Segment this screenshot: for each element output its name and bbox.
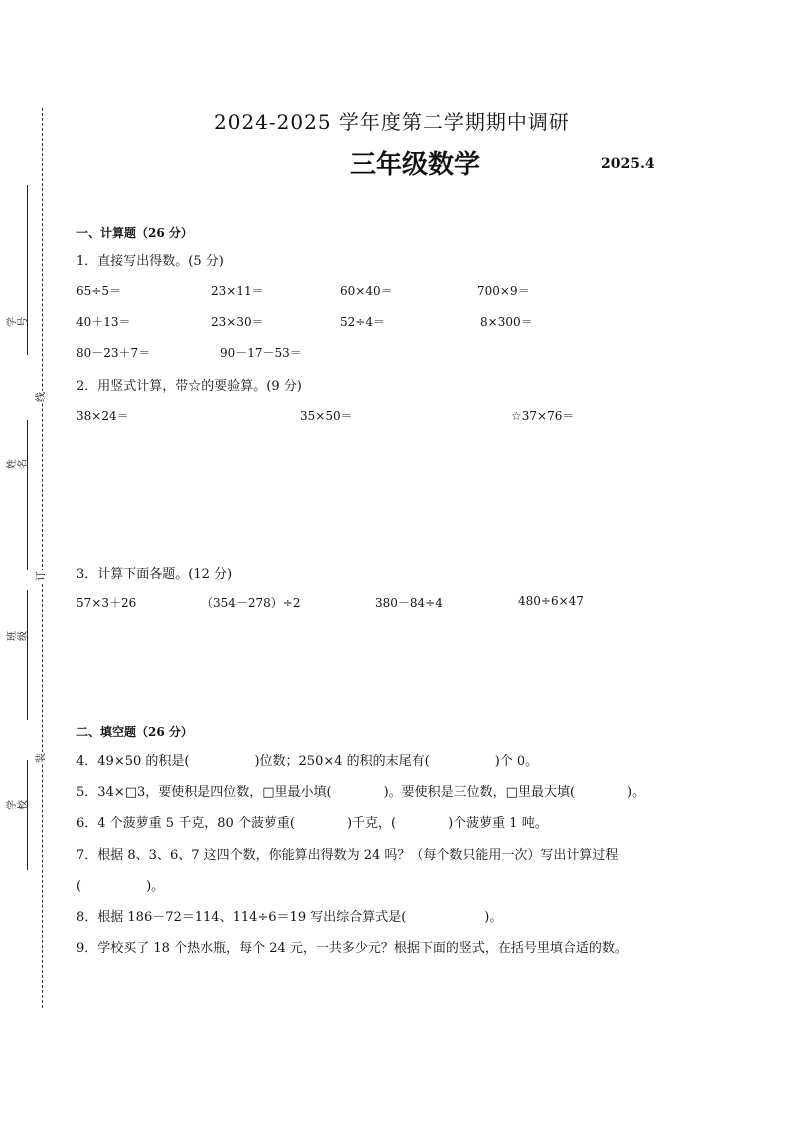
q1-item: 23×30＝: [211, 315, 264, 329]
q2-item: ☆37×76＝: [511, 409, 575, 423]
separator-zhuang: 装: [36, 753, 47, 763]
q1-item: 52÷4＝: [340, 315, 385, 329]
section2-heading: 二、填空题（26 分）: [76, 725, 193, 739]
binding-dashed-line: [42, 108, 43, 1008]
q1-item: 65÷5＝: [76, 284, 121, 298]
q3-item: 57×3＋26: [76, 596, 137, 610]
name-writing-line: [27, 420, 28, 570]
q4-line: 4．49×50 的积是( )位数；250×4 的积的末尾有( )个 0。: [76, 754, 539, 769]
student-id-writing-line: [27, 185, 28, 355]
q7-answer-line: ( )。: [76, 879, 165, 894]
q1-item: 90－17－53＝: [220, 346, 302, 360]
class-label: 班级: [7, 631, 29, 641]
q5-line: 5．34×□3，要使积是四位数，□里最小填( )。要使积是三位数，□里最大填( )。: [76, 785, 646, 800]
q1-title: 1．直接写出得数。(5 分): [76, 254, 224, 269]
q2-item: 38×24＝: [76, 409, 129, 423]
q1-item: 8×300＝: [480, 315, 533, 329]
q1-item: 23×11＝: [211, 284, 264, 298]
q1-item: 60×40＝: [340, 284, 393, 298]
q7-line: 7．根据 8、3、6、7 这四个数，你能算出得数为 24 吗？（每个数只能用一次）写出计算过程: [76, 848, 619, 863]
school-writing-line: [27, 760, 28, 870]
q6-line: 6．4 个菠萝重 5 千克，80 个菠萝重( )千克，( )个菠萝重 1 吨。: [76, 816, 548, 831]
exam-title: 2024-2025 学年度第二学期期中调研: [214, 110, 570, 134]
class-writing-line: [27, 590, 28, 720]
q1-item: 40＋13＝: [76, 315, 131, 329]
q3-item: 480÷6×47: [518, 594, 584, 608]
q8-line: 8．根据 186－72＝114、114÷6＝19 写出综合算式是( )。: [76, 910, 503, 925]
separator-ding: 订: [36, 571, 47, 581]
separator-xian: 线: [36, 392, 47, 402]
school-label: 学校: [7, 800, 29, 810]
q3-title: 3．计算下面各题。(12 分): [76, 567, 233, 582]
exam-date: 2025.4: [601, 156, 655, 172]
q3-item: （354－278）÷2: [201, 596, 301, 610]
name-label: 姓名: [7, 459, 29, 469]
section1-heading: 一、计算题（26 分）: [76, 226, 193, 240]
q9-line: 9．学校买了 18 个热水瓶，每个 24 元，一共多少元？根据下面的竖式，在括号里填合适的数。: [76, 941, 628, 956]
q1-item: 80－23＋7＝: [76, 346, 151, 360]
q2-item: 35×50＝: [300, 409, 353, 423]
student-id-label: 学号: [7, 317, 29, 327]
q2-title: 2．用竖式计算，带☆的要验算。(9 分): [76, 379, 302, 394]
q3-item: 380－84÷4: [375, 596, 443, 610]
subject-title: 三年级数学: [350, 150, 481, 180]
q1-item: 700×9＝: [477, 284, 530, 298]
